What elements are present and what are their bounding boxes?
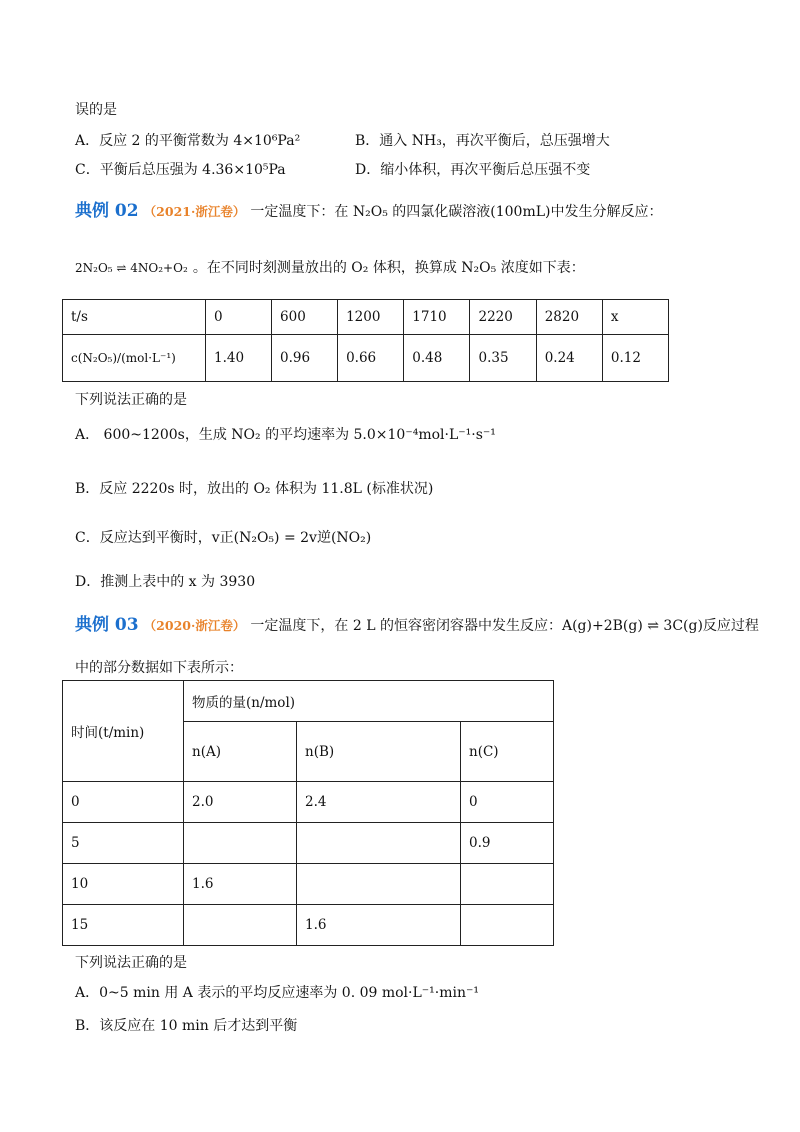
table-cell — [461, 864, 554, 905]
example-03-option-a: A．0~5 min 用 A 表示的平均反应速率为 0. 09 mol·L⁻¹·min⁻¹ — [75, 985, 480, 1001]
table-cell: 600 — [272, 300, 338, 335]
example-03-source: （2020·浙江卷） — [143, 618, 246, 633]
table-cell: x — [602, 300, 668, 335]
table-cell: 0.9 — [461, 823, 554, 864]
table-cell: 0 — [461, 782, 554, 823]
table-cell: 1.6 — [297, 905, 461, 946]
table-cell — [297, 823, 461, 864]
table-cell: 2820 — [536, 300, 602, 335]
example-02-equation: 2N₂O₅ ⇌ 4NO₂+O₂ — [75, 261, 188, 275]
example-02-stem: 一定温度下：在 N₂O₅ 的四氯化碳溶液(100mL)中发生分解反应： — [250, 204, 663, 220]
example-02-option-c: C．反应达到平衡时，v正(N₂O₅) = 2v逆(NO₂) — [75, 530, 372, 546]
intro-continued-text: 误的是 — [75, 102, 117, 118]
table-cell: 5 — [63, 823, 184, 864]
table-cell — [184, 823, 297, 864]
table-cell: 2.0 — [184, 782, 297, 823]
table-cell: 0.96 — [272, 335, 338, 382]
table-cell: 1.6 — [184, 864, 297, 905]
example-02-option-d: D．推测上表中的 x 为 3930 — [75, 574, 256, 590]
example-03-question: 下列说法正确的是 — [75, 955, 187, 971]
table-row — [63, 905, 554, 946]
q1-option-c: C．平衡后总压强为 4.36×10⁵Pa — [75, 162, 286, 178]
example-03-stem: 一定温度下，在 2 L 的恒容密闭容器中发生反应：A(g)+2B(g) ⇌ 3C(g)反应过程 — [250, 618, 759, 634]
table-cell: 15 — [63, 905, 184, 946]
table-cell: 1710 — [404, 300, 470, 335]
table-cell: 0 — [205, 300, 271, 335]
q1-option-a: A．反应 2 的平衡常数为 4×10⁶Pa² — [75, 133, 301, 149]
example-02-option-a: A． 600~1200s，生成 NO₂ 的平均速率为 5.0×10⁻⁴mol·L⁻¹·s⁻¹ — [75, 427, 496, 443]
amount-header: 物质的量(n/mol) — [184, 681, 554, 722]
table-cell: 0.12 — [602, 335, 668, 382]
example-03-label: 典例 03 — [75, 615, 139, 635]
example-02-label: 典例 02 — [75, 201, 139, 221]
table-row — [63, 823, 554, 864]
table-cell: 0 — [63, 782, 184, 823]
example-02-stem-2: 。在不同时刻测量放出的 O₂ 体积，换算成 N₂O₅ 浓度如下表： — [192, 260, 585, 276]
table-cell: 10 — [63, 864, 184, 905]
example-03-table — [62, 680, 554, 946]
table-cell: 0.66 — [338, 335, 404, 382]
example-02-option-b: B．反应 2220s 时，放出的 O₂ 体积为 11.8L (标准状况) — [75, 481, 434, 497]
example-02-question: 下列说法正确的是 — [75, 392, 187, 408]
example-03-option-b: B．该反应在 10 min 后才达到平衡 — [75, 1018, 298, 1034]
table-cell: 1200 — [338, 300, 404, 335]
table-cell: 1.40 — [205, 335, 271, 382]
column-header: n(A) — [184, 722, 297, 782]
table-cell — [297, 864, 461, 905]
table-cell — [461, 905, 554, 946]
table-row-header: c(N₂O₅)/(mol·L⁻¹) — [63, 335, 206, 382]
table-cell: 0.24 — [536, 335, 602, 382]
table-cell: t/s — [63, 300, 206, 335]
example-02-table — [62, 299, 669, 382]
q1-option-b: B．通入 NH₃，再次平衡后，总压强增大 — [355, 133, 610, 149]
table-cell: 2.4 — [297, 782, 461, 823]
table-row — [63, 864, 554, 905]
table-cell — [184, 905, 297, 946]
example-03-stem-2: 中的部分数据如下表所示： — [75, 660, 243, 676]
table-row — [63, 300, 669, 335]
time-header: 时间(t/min) — [63, 681, 184, 782]
q1-option-d: D．缩小体积，再次平衡后总压强不变 — [355, 162, 591, 178]
table-cell: 0.35 — [470, 335, 536, 382]
column-header: n(B) — [297, 722, 461, 782]
table-row — [63, 681, 554, 722]
example-02-source: （2021·浙江卷） — [143, 204, 246, 219]
table-cell: 0.48 — [404, 335, 470, 382]
column-header: n(C) — [461, 722, 554, 782]
table-row — [63, 335, 669, 382]
table-row — [63, 782, 554, 823]
table-cell: 2220 — [470, 300, 536, 335]
